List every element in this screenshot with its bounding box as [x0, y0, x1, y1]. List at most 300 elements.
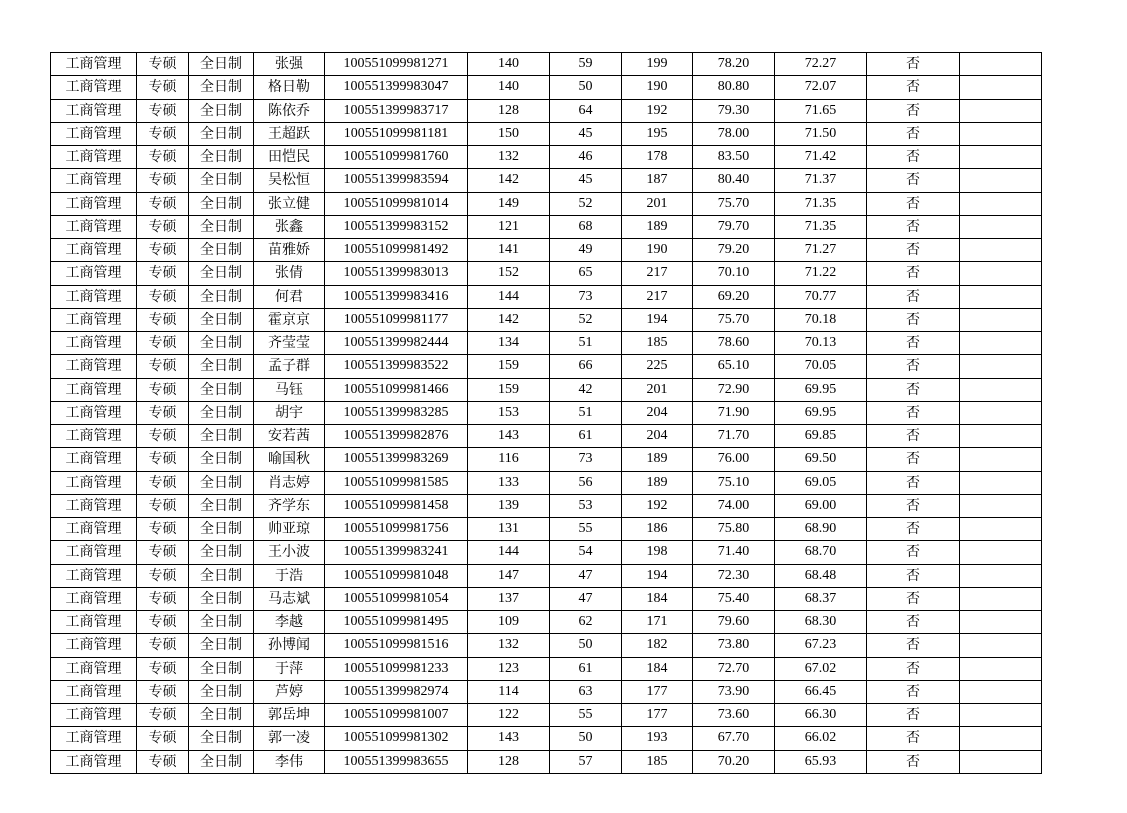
score-b-cell: 47 — [550, 564, 622, 587]
study-mode-cell: 全日制 — [189, 611, 254, 634]
table-row — [51, 215, 1042, 238]
interview-score-cell: 80.80 — [693, 76, 775, 99]
name-cell: 李越 — [254, 611, 325, 634]
table-row — [51, 192, 1042, 215]
total-score-cell: 190 — [622, 76, 693, 99]
degree-type-cell: 专硕 — [137, 541, 189, 564]
degree-type-cell: 专硕 — [137, 727, 189, 750]
major-cell: 工商管理 — [51, 611, 137, 634]
interview-score-cell: 75.80 — [693, 518, 775, 541]
flag-cell: 否 — [867, 146, 960, 169]
final-score-cell: 72.07 — [775, 76, 867, 99]
final-score-cell: 66.02 — [775, 727, 867, 750]
score-b-cell: 73 — [550, 285, 622, 308]
study-mode-cell: 全日制 — [189, 215, 254, 238]
name-cell: 马志斌 — [254, 587, 325, 610]
final-score-cell: 69.95 — [775, 378, 867, 401]
interview-score-cell: 83.50 — [693, 146, 775, 169]
remark-cell — [960, 564, 1042, 587]
name-cell: 于浩 — [254, 564, 325, 587]
degree-type-cell: 专硕 — [137, 355, 189, 378]
exam-id-cell: 100551099981495 — [325, 611, 468, 634]
flag-cell: 否 — [867, 332, 960, 355]
study-mode-cell: 全日制 — [189, 727, 254, 750]
total-score-cell: 186 — [622, 518, 693, 541]
total-score-cell: 217 — [622, 285, 693, 308]
final-score-cell: 68.30 — [775, 611, 867, 634]
final-score-cell: 66.30 — [775, 704, 867, 727]
total-score-cell: 190 — [622, 239, 693, 262]
remark-cell — [960, 53, 1042, 76]
degree-type-cell: 专硕 — [137, 378, 189, 401]
interview-score-cell: 74.00 — [693, 494, 775, 517]
final-score-cell: 70.13 — [775, 332, 867, 355]
score-a-cell: 143 — [468, 727, 550, 750]
interview-score-cell: 75.10 — [693, 471, 775, 494]
score-a-cell: 134 — [468, 332, 550, 355]
exam-id-cell: 100551399983717 — [325, 99, 468, 122]
study-mode-cell: 全日制 — [189, 76, 254, 99]
interview-score-cell: 79.30 — [693, 99, 775, 122]
exam-id-cell: 100551399983416 — [325, 285, 468, 308]
degree-type-cell: 专硕 — [137, 611, 189, 634]
flag-cell: 否 — [867, 425, 960, 448]
remark-cell — [960, 215, 1042, 238]
degree-type-cell: 专硕 — [137, 169, 189, 192]
study-mode-cell: 全日制 — [189, 355, 254, 378]
total-score-cell: 201 — [622, 192, 693, 215]
table-row — [51, 680, 1042, 703]
flag-cell: 否 — [867, 611, 960, 634]
table-row — [51, 704, 1042, 727]
study-mode-cell: 全日制 — [189, 332, 254, 355]
score-a-cell: 132 — [468, 634, 550, 657]
score-b-cell: 49 — [550, 239, 622, 262]
name-cell: 田恺民 — [254, 146, 325, 169]
total-score-cell: 171 — [622, 611, 693, 634]
exam-id-cell: 100551399983013 — [325, 262, 468, 285]
interview-score-cell: 69.20 — [693, 285, 775, 308]
table-row — [51, 169, 1042, 192]
remark-cell — [960, 332, 1042, 355]
remark-cell — [960, 239, 1042, 262]
score-a-cell: 152 — [468, 262, 550, 285]
total-score-cell: 192 — [622, 99, 693, 122]
interview-score-cell: 73.90 — [693, 680, 775, 703]
score-b-cell: 51 — [550, 401, 622, 424]
study-mode-cell: 全日制 — [189, 192, 254, 215]
total-score-cell: 187 — [622, 169, 693, 192]
degree-type-cell: 专硕 — [137, 146, 189, 169]
total-score-cell: 189 — [622, 471, 693, 494]
flag-cell: 否 — [867, 448, 960, 471]
score-a-cell: 153 — [468, 401, 550, 424]
major-cell: 工商管理 — [51, 169, 137, 192]
final-score-cell: 68.70 — [775, 541, 867, 564]
interview-score-cell: 72.70 — [693, 657, 775, 680]
flag-cell: 否 — [867, 378, 960, 401]
remark-cell — [960, 448, 1042, 471]
final-score-cell: 71.50 — [775, 122, 867, 145]
degree-type-cell: 专硕 — [137, 494, 189, 517]
final-score-cell: 69.95 — [775, 401, 867, 424]
study-mode-cell: 全日制 — [189, 99, 254, 122]
score-b-cell: 47 — [550, 587, 622, 610]
interview-score-cell: 79.60 — [693, 611, 775, 634]
exam-id-cell: 100551099981492 — [325, 239, 468, 262]
degree-type-cell: 专硕 — [137, 587, 189, 610]
total-score-cell: 192 — [622, 494, 693, 517]
interview-score-cell: 78.20 — [693, 53, 775, 76]
flag-cell: 否 — [867, 727, 960, 750]
major-cell: 工商管理 — [51, 657, 137, 680]
total-score-cell: 185 — [622, 750, 693, 773]
score-b-cell: 52 — [550, 192, 622, 215]
major-cell: 工商管理 — [51, 332, 137, 355]
table-row — [51, 657, 1042, 680]
major-cell: 工商管理 — [51, 99, 137, 122]
total-score-cell: 182 — [622, 634, 693, 657]
exam-id-cell: 100551399983522 — [325, 355, 468, 378]
name-cell: 于萍 — [254, 657, 325, 680]
final-score-cell: 72.27 — [775, 53, 867, 76]
score-b-cell: 54 — [550, 541, 622, 564]
table-row — [51, 122, 1042, 145]
degree-type-cell: 专硕 — [137, 192, 189, 215]
name-cell: 张立健 — [254, 192, 325, 215]
degree-type-cell: 专硕 — [137, 285, 189, 308]
exam-id-cell: 100551399983594 — [325, 169, 468, 192]
degree-type-cell: 专硕 — [137, 634, 189, 657]
score-a-cell: 141 — [468, 239, 550, 262]
remark-cell — [960, 680, 1042, 703]
flag-cell: 否 — [867, 192, 960, 215]
score-a-cell: 143 — [468, 425, 550, 448]
remark-cell — [960, 494, 1042, 517]
remark-cell — [960, 634, 1042, 657]
table-row — [51, 564, 1042, 587]
table-row — [51, 471, 1042, 494]
final-score-cell: 65.93 — [775, 750, 867, 773]
score-b-cell: 53 — [550, 494, 622, 517]
final-score-cell: 71.27 — [775, 239, 867, 262]
study-mode-cell: 全日制 — [189, 425, 254, 448]
interview-score-cell: 65.10 — [693, 355, 775, 378]
major-cell: 工商管理 — [51, 471, 137, 494]
flag-cell: 否 — [867, 239, 960, 262]
score-b-cell: 46 — [550, 146, 622, 169]
degree-type-cell: 专硕 — [137, 657, 189, 680]
table-row — [51, 262, 1042, 285]
interview-score-cell: 73.60 — [693, 704, 775, 727]
exam-id-cell: 100551099981760 — [325, 146, 468, 169]
name-cell: 齐莹莹 — [254, 332, 325, 355]
table-row — [51, 611, 1042, 634]
flag-cell: 否 — [867, 169, 960, 192]
score-a-cell: 144 — [468, 541, 550, 564]
name-cell: 霍京京 — [254, 308, 325, 331]
name-cell: 郭岳坤 — [254, 704, 325, 727]
score-a-cell: 142 — [468, 308, 550, 331]
name-cell: 喻国秋 — [254, 448, 325, 471]
remark-cell — [960, 750, 1042, 773]
flag-cell: 否 — [867, 564, 960, 587]
remark-cell — [960, 308, 1042, 331]
score-b-cell: 68 — [550, 215, 622, 238]
major-cell: 工商管理 — [51, 494, 137, 517]
study-mode-cell: 全日制 — [189, 564, 254, 587]
score-a-cell: 121 — [468, 215, 550, 238]
degree-type-cell: 专硕 — [137, 564, 189, 587]
interview-score-cell: 73.80 — [693, 634, 775, 657]
score-b-cell: 63 — [550, 680, 622, 703]
study-mode-cell: 全日制 — [189, 750, 254, 773]
score-a-cell: 147 — [468, 564, 550, 587]
score-a-cell: 133 — [468, 471, 550, 494]
exam-id-cell: 100551399982876 — [325, 425, 468, 448]
remark-cell — [960, 122, 1042, 145]
score-a-cell: 132 — [468, 146, 550, 169]
score-b-cell: 66 — [550, 355, 622, 378]
flag-cell: 否 — [867, 99, 960, 122]
total-score-cell: 204 — [622, 401, 693, 424]
exam-id-cell: 100551099981516 — [325, 634, 468, 657]
total-score-cell: 178 — [622, 146, 693, 169]
exam-id-cell: 100551099981007 — [325, 704, 468, 727]
degree-type-cell: 专硕 — [137, 262, 189, 285]
remark-cell — [960, 285, 1042, 308]
score-a-cell: 139 — [468, 494, 550, 517]
major-cell: 工商管理 — [51, 750, 137, 773]
name-cell: 孙博闻 — [254, 634, 325, 657]
score-a-cell: 123 — [468, 657, 550, 680]
remark-cell — [960, 471, 1042, 494]
remark-cell — [960, 611, 1042, 634]
flag-cell: 否 — [867, 76, 960, 99]
flag-cell: 否 — [867, 285, 960, 308]
major-cell: 工商管理 — [51, 425, 137, 448]
table-row — [51, 53, 1042, 76]
exam-id-cell: 100551099981302 — [325, 727, 468, 750]
study-mode-cell: 全日制 — [189, 401, 254, 424]
score-b-cell: 62 — [550, 611, 622, 634]
score-a-cell: 150 — [468, 122, 550, 145]
final-score-cell: 69.50 — [775, 448, 867, 471]
flag-cell: 否 — [867, 541, 960, 564]
score-b-cell: 55 — [550, 518, 622, 541]
table-row — [51, 634, 1042, 657]
degree-type-cell: 专硕 — [137, 680, 189, 703]
major-cell: 工商管理 — [51, 564, 137, 587]
score-a-cell: 122 — [468, 704, 550, 727]
major-cell: 工商管理 — [51, 285, 137, 308]
score-b-cell: 65 — [550, 262, 622, 285]
remark-cell — [960, 355, 1042, 378]
score-b-cell: 59 — [550, 53, 622, 76]
name-cell: 李伟 — [254, 750, 325, 773]
study-mode-cell: 全日制 — [189, 285, 254, 308]
degree-type-cell: 专硕 — [137, 215, 189, 238]
flag-cell: 否 — [867, 657, 960, 680]
table-row — [51, 378, 1042, 401]
score-b-cell: 57 — [550, 750, 622, 773]
exam-id-cell: 100551099981054 — [325, 587, 468, 610]
flag-cell: 否 — [867, 53, 960, 76]
study-mode-cell: 全日制 — [189, 471, 254, 494]
score-a-cell: 128 — [468, 750, 550, 773]
remark-cell — [960, 425, 1042, 448]
name-cell: 王超跃 — [254, 122, 325, 145]
major-cell: 工商管理 — [51, 541, 137, 564]
major-cell: 工商管理 — [51, 448, 137, 471]
score-b-cell: 64 — [550, 99, 622, 122]
table-row — [51, 401, 1042, 424]
score-a-cell: 109 — [468, 611, 550, 634]
total-score-cell: 185 — [622, 332, 693, 355]
score-a-cell: 142 — [468, 169, 550, 192]
flag-cell: 否 — [867, 750, 960, 773]
table-row — [51, 518, 1042, 541]
table-row — [51, 99, 1042, 122]
remark-cell — [960, 587, 1042, 610]
score-b-cell: 50 — [550, 727, 622, 750]
remark-cell — [960, 727, 1042, 750]
flag-cell: 否 — [867, 680, 960, 703]
study-mode-cell: 全日制 — [189, 494, 254, 517]
major-cell: 工商管理 — [51, 587, 137, 610]
flag-cell: 否 — [867, 494, 960, 517]
exam-id-cell: 100551099981458 — [325, 494, 468, 517]
total-score-cell: 195 — [622, 122, 693, 145]
score-b-cell: 52 — [550, 308, 622, 331]
study-mode-cell: 全日制 — [189, 587, 254, 610]
exam-id-cell: 100551099981014 — [325, 192, 468, 215]
final-score-cell: 71.37 — [775, 169, 867, 192]
table-row — [51, 355, 1042, 378]
name-cell: 胡宇 — [254, 401, 325, 424]
exam-id-cell: 100551099981585 — [325, 471, 468, 494]
study-mode-cell: 全日制 — [189, 518, 254, 541]
remark-cell — [960, 146, 1042, 169]
score-b-cell: 51 — [550, 332, 622, 355]
score-a-cell: 128 — [468, 99, 550, 122]
major-cell: 工商管理 — [51, 76, 137, 99]
total-score-cell: 184 — [622, 587, 693, 610]
table-row — [51, 587, 1042, 610]
interview-score-cell: 71.70 — [693, 425, 775, 448]
flag-cell: 否 — [867, 704, 960, 727]
name-cell: 孟子群 — [254, 355, 325, 378]
final-score-cell: 68.37 — [775, 587, 867, 610]
degree-type-cell: 专硕 — [137, 704, 189, 727]
study-mode-cell: 全日制 — [189, 657, 254, 680]
major-cell: 工商管理 — [51, 704, 137, 727]
name-cell: 安若茜 — [254, 425, 325, 448]
score-a-cell: 159 — [468, 355, 550, 378]
total-score-cell: 194 — [622, 564, 693, 587]
interview-score-cell: 72.90 — [693, 378, 775, 401]
study-mode-cell: 全日制 — [189, 53, 254, 76]
interview-score-cell: 67.70 — [693, 727, 775, 750]
exam-id-cell: 100551399983655 — [325, 750, 468, 773]
degree-type-cell: 专硕 — [137, 750, 189, 773]
total-score-cell: 177 — [622, 704, 693, 727]
table-row — [51, 239, 1042, 262]
degree-type-cell: 专硕 — [137, 448, 189, 471]
score-b-cell: 55 — [550, 704, 622, 727]
name-cell: 格日勒 — [254, 76, 325, 99]
final-score-cell: 66.45 — [775, 680, 867, 703]
table-row — [51, 285, 1042, 308]
final-score-cell: 70.05 — [775, 355, 867, 378]
major-cell: 工商管理 — [51, 680, 137, 703]
name-cell: 苗雅娇 — [254, 239, 325, 262]
interview-score-cell: 79.70 — [693, 215, 775, 238]
total-score-cell: 193 — [622, 727, 693, 750]
flag-cell: 否 — [867, 262, 960, 285]
major-cell: 工商管理 — [51, 146, 137, 169]
remark-cell — [960, 262, 1042, 285]
exam-id-cell: 100551399982444 — [325, 332, 468, 355]
score-b-cell: 73 — [550, 448, 622, 471]
major-cell: 工商管理 — [51, 239, 137, 262]
study-mode-cell: 全日制 — [189, 262, 254, 285]
interview-score-cell: 75.70 — [693, 192, 775, 215]
major-cell: 工商管理 — [51, 355, 137, 378]
final-score-cell: 71.35 — [775, 192, 867, 215]
score-a-cell: 149 — [468, 192, 550, 215]
degree-type-cell: 专硕 — [137, 99, 189, 122]
name-cell: 张鑫 — [254, 215, 325, 238]
final-score-cell: 71.35 — [775, 215, 867, 238]
remark-cell — [960, 169, 1042, 192]
table-row — [51, 308, 1042, 331]
final-score-cell: 71.22 — [775, 262, 867, 285]
flag-cell: 否 — [867, 518, 960, 541]
name-cell: 张强 — [254, 53, 325, 76]
exam-id-cell: 100551399983152 — [325, 215, 468, 238]
name-cell: 郭一凌 — [254, 727, 325, 750]
name-cell: 张倩 — [254, 262, 325, 285]
total-score-cell: 198 — [622, 541, 693, 564]
final-score-cell: 68.90 — [775, 518, 867, 541]
exam-id-cell: 100551099981181 — [325, 122, 468, 145]
exam-id-cell: 100551399983241 — [325, 541, 468, 564]
score-b-cell: 45 — [550, 122, 622, 145]
study-mode-cell: 全日制 — [189, 541, 254, 564]
major-cell: 工商管理 — [51, 634, 137, 657]
major-cell: 工商管理 — [51, 727, 137, 750]
total-score-cell: 177 — [622, 680, 693, 703]
flag-cell: 否 — [867, 587, 960, 610]
score-b-cell: 42 — [550, 378, 622, 401]
table-row — [51, 425, 1042, 448]
flag-cell: 否 — [867, 401, 960, 424]
final-score-cell: 71.65 — [775, 99, 867, 122]
name-cell: 帅亚琼 — [254, 518, 325, 541]
flag-cell: 否 — [867, 634, 960, 657]
table-body — [51, 53, 1042, 774]
total-score-cell: 225 — [622, 355, 693, 378]
degree-type-cell: 专硕 — [137, 239, 189, 262]
major-cell: 工商管理 — [51, 122, 137, 145]
interview-score-cell: 78.00 — [693, 122, 775, 145]
remark-cell — [960, 541, 1042, 564]
interview-score-cell: 72.30 — [693, 564, 775, 587]
exam-id-cell: 100551099981233 — [325, 657, 468, 680]
major-cell: 工商管理 — [51, 192, 137, 215]
major-cell: 工商管理 — [51, 262, 137, 285]
